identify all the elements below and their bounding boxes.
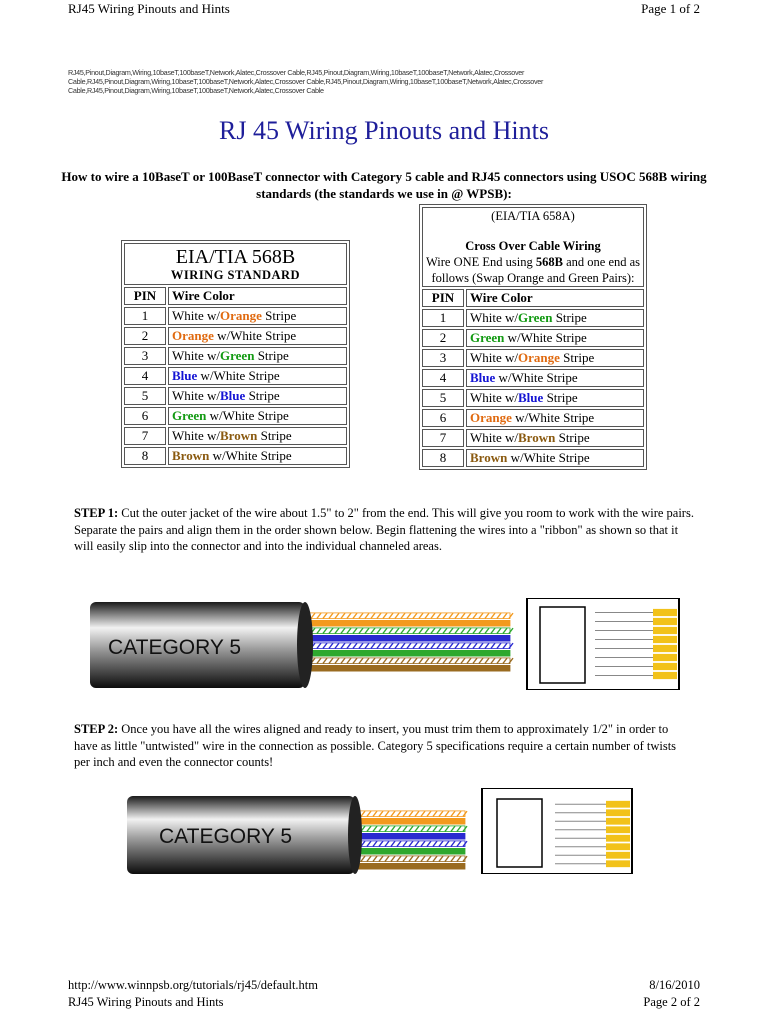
cable-illustration-2 bbox=[127, 788, 635, 874]
wire-suffix: w/White Stripe bbox=[511, 410, 595, 425]
table-568b-title-cell bbox=[124, 243, 347, 285]
connector-gold-contact bbox=[653, 654, 677, 661]
wire-bundle-2 bbox=[355, 811, 467, 869]
wire-suffix: Stripe bbox=[543, 390, 578, 405]
connector-gold-contact bbox=[653, 618, 677, 625]
cable-jacket-end-2 bbox=[348, 796, 362, 874]
wire-suffix: w/White Stripe bbox=[507, 450, 590, 465]
table-568b-pin-header: PIN bbox=[124, 287, 166, 305]
wire-prefix: White w/ bbox=[172, 428, 221, 443]
cable-illustration-1 bbox=[90, 598, 682, 690]
wire-suffix: Stripe bbox=[555, 430, 590, 445]
table-568b-pin: 2 bbox=[124, 327, 166, 345]
table-568b-row bbox=[124, 427, 347, 445]
wire-strand bbox=[355, 818, 465, 824]
table-568b-wire-color bbox=[168, 387, 347, 405]
table-568b-wire-color bbox=[168, 427, 347, 445]
crossover-row bbox=[422, 309, 644, 327]
crossover-color-header: Wire Color bbox=[466, 289, 644, 307]
connector-gold-contact bbox=[653, 609, 677, 616]
crossover-wire-color bbox=[466, 449, 644, 467]
crossover-pin: 8 bbox=[422, 449, 464, 467]
crossover-desc-bold: 568B bbox=[535, 255, 563, 269]
step-2-label: STEP 2: bbox=[74, 722, 119, 736]
wire-strand bbox=[355, 833, 465, 839]
crossover-row bbox=[422, 429, 644, 447]
table-568b-wire-color bbox=[168, 307, 347, 325]
crossover-pin: 2 bbox=[422, 329, 464, 347]
crossover-pin-header: PIN bbox=[422, 289, 464, 307]
crossover-pin: 4 bbox=[422, 369, 464, 387]
table-568b-color-header: Wire Color bbox=[168, 287, 347, 305]
crossover-pin: 3 bbox=[422, 349, 464, 367]
crossover-wire-color bbox=[466, 309, 644, 327]
connector-gold-contact bbox=[606, 818, 630, 825]
table-568b-pin: 4 bbox=[124, 367, 166, 385]
wire-bundle-1 bbox=[305, 613, 513, 671]
header-title: RJ45 Wiring Pinouts and Hints bbox=[68, 1, 230, 16]
crossover-pin: 5 bbox=[422, 389, 464, 407]
connector-gold-contact bbox=[606, 843, 630, 850]
step-2 bbox=[74, 721, 694, 771]
crossover-pin: 1 bbox=[422, 309, 464, 327]
wire-prefix: White w/ bbox=[172, 308, 221, 323]
crossover-row bbox=[422, 349, 644, 367]
table-568b-row bbox=[124, 447, 347, 465]
wire-suffix: w/White Stripe bbox=[197, 368, 280, 383]
crossover-wire-color bbox=[466, 369, 644, 387]
crossover-row bbox=[422, 409, 644, 427]
connector-gold-contact bbox=[606, 809, 630, 816]
wire-color-name: Blue bbox=[518, 390, 544, 405]
wire-prefix: White w/ bbox=[470, 390, 519, 405]
table-568b-title: EIA/TIA 568B bbox=[175, 246, 296, 268]
table-568b-wire-color bbox=[168, 407, 347, 425]
crossover-wire-color bbox=[466, 409, 644, 427]
table-568b-subtitle: WIRING STANDARD bbox=[170, 268, 301, 282]
connector-gold-contact bbox=[653, 663, 677, 670]
wire-strand bbox=[305, 650, 510, 656]
table-568b-pin: 6 bbox=[124, 407, 166, 425]
step-1-text: Cut the outer jacket of the wire about 1.5" to 2" from the end. This will give you room to work with the wire pairs. Separate the pairs and align them in the order shown below. Begin flattening the wires into a "ribbon" as shown so that it will easily slip into the connector and into the individual channeled areas. bbox=[74, 506, 694, 553]
wire-suffix: w/White Stripe bbox=[209, 448, 292, 463]
cable-diagram-1 bbox=[90, 598, 682, 690]
connector-gold-contact bbox=[653, 645, 677, 652]
wire-prefix: White w/ bbox=[470, 350, 519, 365]
table-568b-row bbox=[124, 307, 347, 325]
wire-suffix: Stripe bbox=[552, 310, 587, 325]
wire-color-name: Green bbox=[470, 330, 505, 345]
wire-color-name: Brown bbox=[172, 448, 210, 463]
wire-suffix: w/White Stripe bbox=[206, 408, 289, 423]
crossover-standard: (EIA/TIA 658A) bbox=[491, 209, 575, 223]
wire-prefix: White w/ bbox=[470, 310, 519, 325]
connector-gold-contact bbox=[606, 860, 630, 867]
connector-gold-contact bbox=[653, 636, 677, 643]
wire-strand bbox=[355, 848, 465, 854]
keyword-tags: RJ45,Pinout,Diagram,Wiring,10baseT,100baseT,Network,Alatec,Crossover Cable,RJ45,Pinout,Diagram,Wiring,10baseT,100baseT,Network,Alatec,Crossover Cable,RJ45,Pinout,Diagram,Wiring,10baseT,100baseT,Network,Alatec,Crossover Cable,RJ45,Pinout,Diagram,Wiring,10baseT,100baseT,Network,Alatec,Crossover Cable,RJ45,Pinout,Diagram,Wiring,10baseT,100baseT,Network,Alatec,Crossover Cable bbox=[68, 68, 544, 95]
step-1-label: STEP 1: bbox=[74, 506, 119, 520]
cable-jacket-end-1 bbox=[297, 602, 313, 688]
header-page: Page 1 of 2 bbox=[641, 1, 700, 16]
wire-color-name: Blue bbox=[470, 370, 496, 385]
wire-color-name: Orange bbox=[172, 328, 214, 343]
connector-gold-contact bbox=[606, 826, 630, 833]
cable-diagram-2 bbox=[127, 788, 635, 874]
footer-title: RJ45 Wiring Pinouts and Hints bbox=[68, 995, 224, 1009]
wire-color-name: Orange bbox=[518, 350, 560, 365]
wire-strand bbox=[305, 665, 510, 671]
table-568b-row bbox=[124, 327, 347, 345]
wire-prefix: White w/ bbox=[172, 348, 221, 363]
table-568b-row bbox=[124, 347, 347, 365]
table-568b-pin: 5 bbox=[124, 387, 166, 405]
wire-strand bbox=[355, 863, 465, 869]
footer-date: 8/16/2010 bbox=[649, 978, 700, 992]
wire-color-name: Green bbox=[518, 310, 553, 325]
crossover-wire-color bbox=[466, 429, 644, 447]
wire-color-name: Orange bbox=[220, 308, 262, 323]
wire-prefix: White w/ bbox=[470, 430, 519, 445]
table-568b-pin: 7 bbox=[124, 427, 166, 445]
step-2-text: Once you have all the wires aligned and ready to insert, you must trim them to approximately 1/2" in order to have as little "untwisted" wire in the connection as possible. Category 5 specifications require a certain number of twists per inch and even the connector counts! bbox=[74, 722, 677, 769]
crossover-description bbox=[425, 254, 641, 286]
wire-color-name: Brown bbox=[470, 450, 508, 465]
step-1 bbox=[74, 505, 694, 555]
table-568b-wire-color bbox=[168, 447, 347, 465]
crossover-pin: 6 bbox=[422, 409, 464, 427]
wire-color-name: Blue bbox=[172, 368, 198, 383]
crossover-wire-color bbox=[466, 329, 644, 347]
wire-color-name: Green bbox=[172, 408, 207, 423]
wire-suffix: w/White Stripe bbox=[213, 328, 297, 343]
crossover-desc-pre: Wire ONE End using bbox=[425, 255, 536, 269]
wire-suffix: Stripe bbox=[257, 428, 292, 443]
wire-suffix: Stripe bbox=[245, 388, 280, 403]
crossover-heading: Cross Over Cable Wiring bbox=[465, 239, 601, 253]
footer-url[interactable]: http://www.winnpsb.org/tutorials/rj45/default.htm bbox=[68, 978, 318, 992]
crossover-row bbox=[422, 369, 644, 387]
crossover-wire-color bbox=[466, 349, 644, 367]
cable-label-1: CATEGORY 5 bbox=[108, 636, 242, 659]
wire-suffix: w/White Stripe bbox=[504, 330, 587, 345]
connector-gold-contact bbox=[653, 627, 677, 634]
crossover-pin: 7 bbox=[422, 429, 464, 447]
wire-color-name: Brown bbox=[518, 430, 556, 445]
crossover-description-cell bbox=[422, 207, 644, 287]
footer-page: Page 2 of 2 bbox=[643, 995, 700, 1009]
intro-text: How to wire a 10BaseT or 100BaseT connector with Category 5 cable and RJ45 connectors using USOC 568B wiring standards (the standards we use in @ WPSB): bbox=[61, 169, 707, 201]
wire-suffix: Stripe bbox=[254, 348, 289, 363]
connector-gold-contact bbox=[606, 801, 630, 808]
crossover-row bbox=[422, 329, 644, 347]
crossover-wire-color bbox=[466, 389, 644, 407]
wire-prefix: White w/ bbox=[172, 388, 221, 403]
table-568b-wire-color bbox=[168, 347, 347, 365]
crossover-desc-post: and one end as follows (Swap Orange and Green Pairs): bbox=[431, 255, 641, 285]
connector-gold-contact bbox=[653, 672, 677, 679]
table-568b-pin: 1 bbox=[124, 307, 166, 325]
crossover-row bbox=[422, 389, 644, 407]
wire-suffix: Stripe bbox=[559, 350, 595, 365]
connector-gold-contact bbox=[606, 835, 630, 842]
table-568b-wire-color bbox=[168, 367, 347, 385]
connector-gold-contact bbox=[606, 852, 630, 859]
wire-color-name: Green bbox=[220, 348, 255, 363]
table-568b-row bbox=[124, 367, 347, 385]
wire-color-name: Brown bbox=[220, 428, 258, 443]
table-568b-pin: 3 bbox=[124, 347, 166, 365]
crossover-row bbox=[422, 449, 644, 467]
table-568b-pin: 8 bbox=[124, 447, 166, 465]
wire-color-name: Orange bbox=[470, 410, 512, 425]
cable-label-2: CATEGORY 5 bbox=[159, 825, 293, 848]
page-title: RJ 45 Wiring Pinouts and Hints bbox=[218, 116, 549, 145]
wire-strand bbox=[305, 635, 510, 641]
table-568b-wire-color bbox=[168, 327, 347, 345]
table-crossover bbox=[419, 204, 647, 470]
wire-suffix: w/White Stripe bbox=[495, 370, 578, 385]
wire-strand bbox=[305, 620, 510, 626]
wire-color-name: Blue bbox=[220, 388, 246, 403]
wire-suffix: Stripe bbox=[261, 308, 297, 323]
table-568b bbox=[121, 240, 350, 468]
table-568b-row bbox=[124, 387, 347, 405]
table-568b-row bbox=[124, 407, 347, 425]
